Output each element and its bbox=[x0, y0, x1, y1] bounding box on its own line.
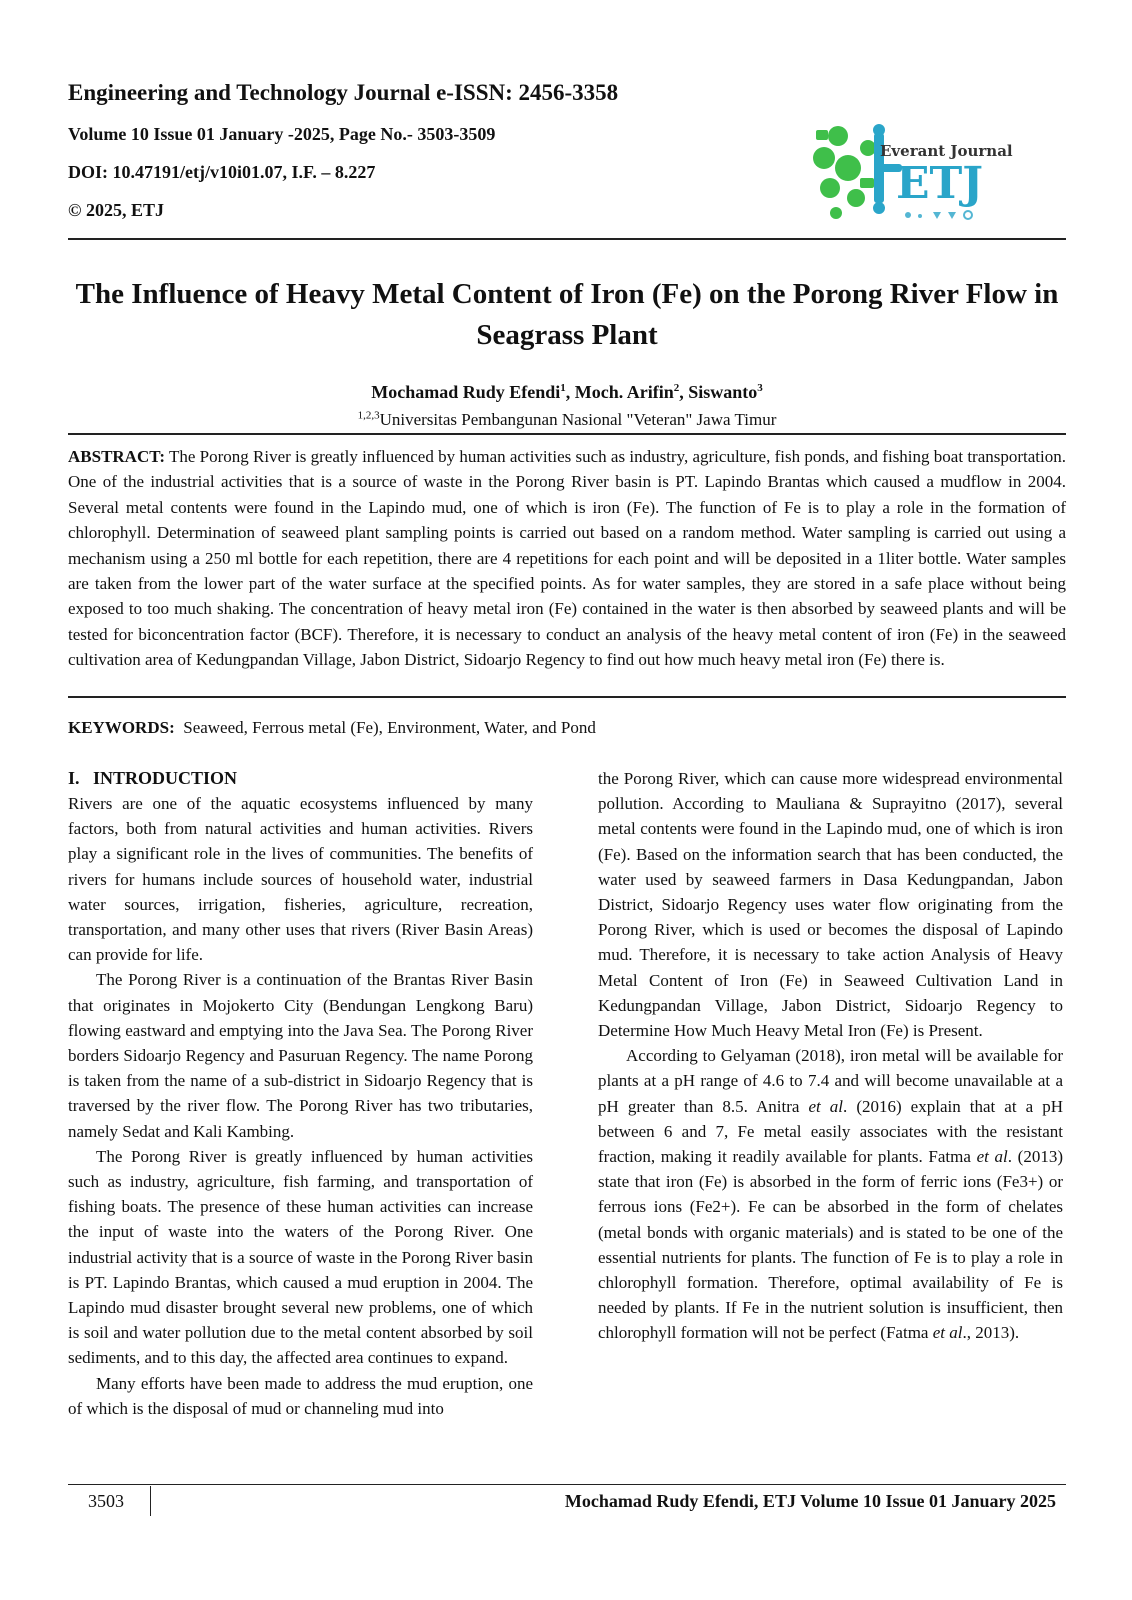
section-title: INTRODUCTION bbox=[93, 768, 238, 788]
footer-rule bbox=[68, 1484, 1066, 1485]
affiliation-sup: 1,2,3 bbox=[357, 409, 380, 422]
paragraph: the Porong River, which can cause more widespread environmental pollution. According to Mauliana & Suprayitno (2017), several metal contents were found in the Lapindo mud, one of which is iron (Fe). Based on the information search that has been conducted, the water used by seaweed farmers in Dasa Kedungpandan, Jabon District, Sidoarjo Regency uses water flow originating from the Porong River, which is used or becomes the disposal of Lapindo mud. Therefore, it is necessary to take action Analysis of Heavy Metal Content of Iron (Fe) in Seaweed Cultivation Land in Kedungpandan Village, Jabon District, Sidoarjo Regency to Determine How Much Heavy Metal Iron (Fe) is Present. bbox=[598, 769, 1063, 1041]
author-sup: 3 bbox=[757, 382, 763, 394]
author-sup: 1 bbox=[560, 382, 566, 394]
text-run: ., 2013). bbox=[962, 1323, 1020, 1343]
footer-divider bbox=[150, 1486, 151, 1516]
abstract bbox=[68, 444, 1066, 673]
journal-name: Engineering and Technology Journal e-ISSN: 2456-3358 bbox=[68, 80, 619, 105]
author-name: Moch. Arifin bbox=[574, 382, 674, 402]
text-run: According to Gelyaman (2018), iron metal will be available for plants at a pH range of 4.6 to 7.4 and will become unavailable at a pH greater than 8.5. Anitra bbox=[598, 1046, 1063, 1116]
author-name: Mochamad Rudy Efendi bbox=[371, 382, 561, 402]
abstract-text: The Porong River is greatly influenced by human activities such as industry, agriculture, fish ponds, and fishing boat transportation. One of the industrial activities that is a source of waste in the Porong River basin is PT. Lapindo Brantas which caused a mudflow in 2004. Several metal contents were found in the Lapindo mud, one of which is iron (Fe). The function of Fe is to play a role in the formation of chlorophyll. Determination of seaweed plant sampling points is carried out based on a random method. Water sampling is carried out using a mechanism using a 250 ml bottle for each repetition, there are 4 repetitions for each point and will be deposited in a 1liter bottle. Water samples are taken from the lower part of the water surface at the specified points. As for water samples, they are stored in a safe place without being exposed to too much shaking. The concentration of heavy metal iron (Fe) contained in the water is then absorbed by seaweed plants and will be tested for biconcentration factor (BCF). Therefore, it is necessary to conduct an analysis of the heavy metal content of iron (Fe) in the seaweed cultivation area of Kedungpandan Village, Jabon District, Sidoarjo Regency to find out how much heavy metal iron (Fe) there is. bbox=[68, 447, 1066, 670]
volume-info: Volume 10 Issue 01 January -2025, Page No.- 3503-3509 bbox=[68, 124, 496, 144]
text-run: . (2016) explain that at a pH between 6 and 7, Fe metal easily associates with the resistant fraction, making it readily available for plants. Fatma bbox=[598, 1096, 1063, 1167]
author-sup: 2 bbox=[673, 382, 680, 394]
keywords-text: Seaweed, Ferrous metal (Fe), Environment, Water, and Pond bbox=[183, 718, 596, 737]
author-name: Siswanto bbox=[688, 382, 758, 402]
paragraph: Rivers are one of the aquatic ecosystems influenced by many factors, both from natural activities and human activities. Rivers play a significant role in the lives of communities. The benefits of rivers for humans include sources of household water, industrial water sources, irrigation, fisheries, agriculture, recreation, transportation, and many other uses that rivers (River Basin Areas) can provide for life. bbox=[68, 794, 533, 965]
page-number: 3503 bbox=[88, 1491, 124, 1511]
text-run: . (2013) state that iron (Fe) is absorbed in the form of ferric ions (Fe3+) or ferrous ions (Fe2+). Fe can be absorbed in the form of chelates (metal bonds with organic materials) and is stated to be one of the essential nutrients for plants. The function of Fe is to play a role in chlorophyll formation. Therefore, optimal availability of Fe is needed by plants. If Fe in the nutrient solution is insufficient, then chlorophyll formation will not be perfect (Fatma bbox=[598, 1147, 1063, 1343]
paragraph: The Porong River is greatly influenced by human activities such as industry, agriculture, fish farming, and transportation of fishing boats. The presence of these human activities can increase the input of waste into the waters of the Porong River. One industrial activity that is a source of waste in the Porong River basin is PT. Lapindo Brantas, which caused a mud eruption in 2004. The Lapindo mud disaster brought several new problems, one of which is soil and water pollution due to the metal content absorbed by soil sediments, and to this day, the affected area continues to expand. bbox=[68, 1146, 533, 1368]
abstract-top-rule bbox=[68, 433, 1066, 435]
journal-header bbox=[68, 80, 618, 220]
keywords-label: KEYWORDS: bbox=[68, 718, 175, 737]
doi-info: DOI: 10.47191/etj/v10i01.07, I.F. – 8.227 bbox=[68, 162, 376, 182]
abstract-label: ABSTRACT: bbox=[68, 447, 165, 466]
left-column bbox=[68, 766, 533, 1421]
section-number: I. bbox=[68, 768, 80, 788]
etal-italic: et al bbox=[976, 1147, 1008, 1167]
affiliation bbox=[68, 410, 1066, 430]
paragraph: Many efforts have been made to address the mud eruption, one of which is the disposal of mud or channeling mud into bbox=[68, 1373, 533, 1418]
copyright: © 2025, ETJ bbox=[68, 200, 164, 220]
abstract-bottom-rule bbox=[68, 696, 1066, 698]
logo-main-text: ETJ bbox=[896, 158, 984, 209]
paragraph: The Porong River is a continuation of the Brantas River Basin that originates in Mojokerto City (Bendungan Lengkong Baru) flowing eastward and emptying into the Java Sea. The Porong River borders Sidoarjo Regency and Pasuruan Regency. The name Porong is taken from the name of a sub-district in Sidoarjo Regency that is traversed by the river flow. The Porong River has two tributaries, namely Sedat and Kali Kambing. bbox=[68, 970, 533, 1141]
authors-line: Mochamad Rudy Efendi$^1$, Moch. Arifin$^2$, Siswanto$^3$ bbox=[371, 382, 763, 402]
footer-running-title: Mochamad Rudy Efendi, ETJ Volume 10 Issue 01 January 2025 bbox=[564, 1491, 1056, 1511]
etj-logo bbox=[808, 118, 1028, 228]
section-heading bbox=[68, 766, 533, 791]
right-column bbox=[598, 766, 1063, 1346]
etal-italic: et al bbox=[932, 1323, 963, 1343]
logo-top-text: Everant Journal bbox=[880, 142, 1013, 160]
paragraph bbox=[598, 1043, 1063, 1345]
header-rule bbox=[68, 238, 1066, 240]
etal-italic: et al bbox=[808, 1096, 844, 1116]
keywords bbox=[68, 718, 1066, 738]
paper-title: The Influence of Heavy Metal Content of Iron (Fe) on the Porong River Flow in Seagrass Plant bbox=[75, 278, 1059, 351]
affiliation-text: Universitas Pembangunan Nasional "Veteran" Jawa Timur bbox=[379, 410, 777, 429]
